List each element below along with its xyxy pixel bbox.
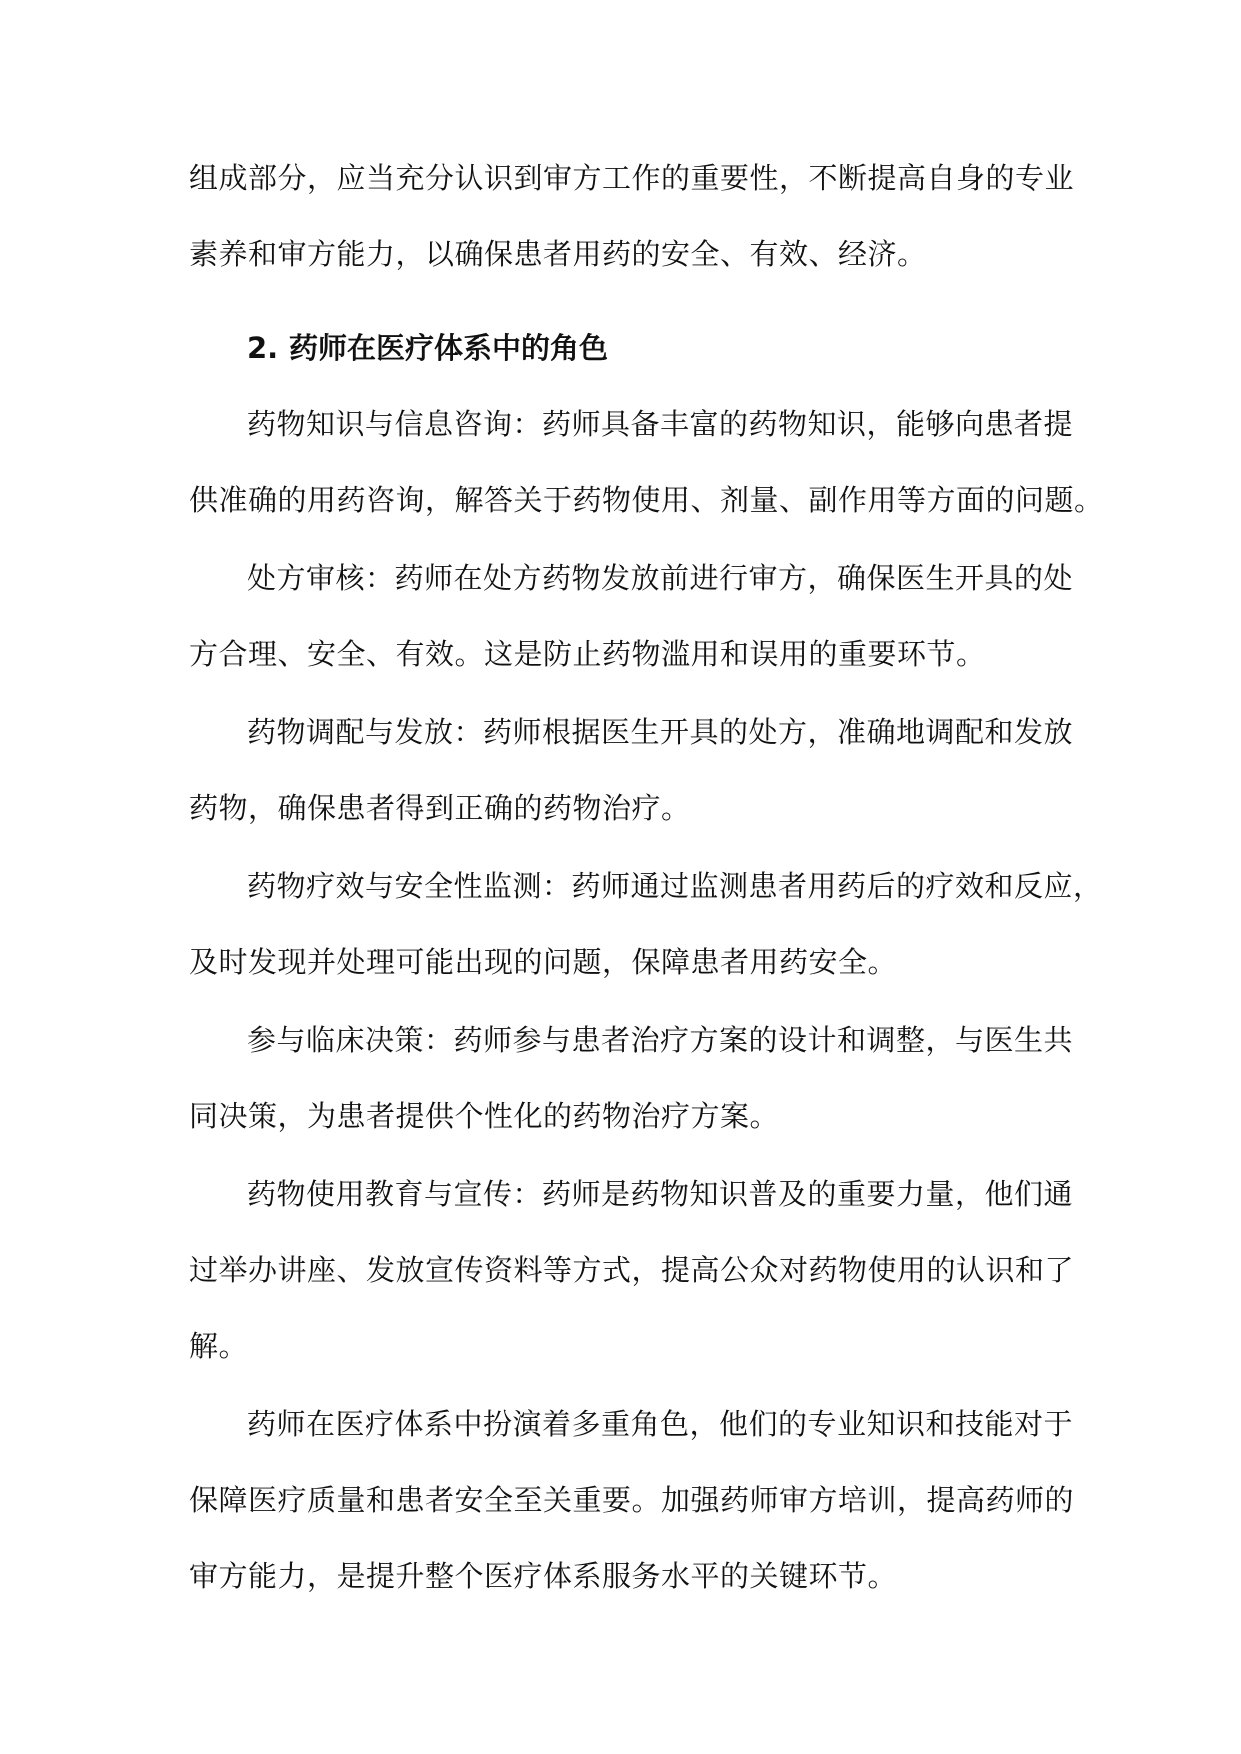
text-line: 素养和审方能力，以确保患者用药的安全、有效、经济。 [189,237,927,271]
paragraph-education [189,1156,1075,1384]
text-line: 药师在医疗体系中扮演着多重角色，他们的专业知识和技能对于 [247,1407,1074,1441]
paragraph-clinical-decision [189,1002,1074,1154]
text-line: 解。 [189,1329,249,1363]
text-line: 药物疗效与安全性监测：药师通过监测患者用药后的疗效和反应， [247,869,1103,903]
text-line: 过举办讲座、发放宣传资料等方式，提高公众对药物使用的认识和了 [189,1253,1075,1287]
text-line: 保障医疗质量和患者安全至关重要。加强药师审方培训，提高药师的 [189,1483,1075,1517]
paragraph-drug-info-consulting [189,386,1104,538]
text-line: 同决策，为患者提供个性化的药物治疗方案。 [189,1099,780,1133]
section-heading [189,310,1059,386]
document-body [189,140,1104,1614]
text-line: 药物使用教育与宣传：药师是药物知识普及的重要力量，他们通 [247,1177,1074,1211]
text-line: 组成部分，应当充分认识到审方工作的重要性，不断提高自身的专业 [189,161,1075,195]
paragraph-prescription-review [189,540,1074,692]
text-line: 药物调配与发放：药师根据医生开具的处方，准确地调配和发放 [247,715,1074,749]
paragraph-summary [189,1386,1075,1614]
paragraph-dispensing [189,694,1074,846]
section-title: 药师在医疗体系中的角色 [289,331,609,365]
text-line: 药物知识与信息咨询：药师具备丰富的药物知识，能够向患者提 [247,407,1074,441]
text-line: 药物，确保患者得到正确的药物治疗。 [189,791,691,825]
paragraph-monitoring [189,848,1103,1000]
section-number: 2. [247,331,279,365]
text-line: 处方审核：药师在处方药物发放前进行审方，确保医生开具的处 [247,561,1074,595]
text-line: 参与临床决策：药师参与患者治疗方案的设计和调整，与医生共 [247,1023,1074,1057]
text-line: 审方能力，是提升整个医疗体系服务水平的关键环节。 [189,1559,898,1593]
text-line: 方合理、安全、有效。这是防止药物滥用和误用的重要环节。 [189,637,986,671]
text-line: 供准确的用药咨询，解答关于药物使用、剂量、副作用等方面的问题。 [189,483,1104,517]
text-line: 及时发现并处理可能出现的问题，保障患者用药安全。 [189,945,898,979]
paragraph-continuation [189,140,1075,292]
